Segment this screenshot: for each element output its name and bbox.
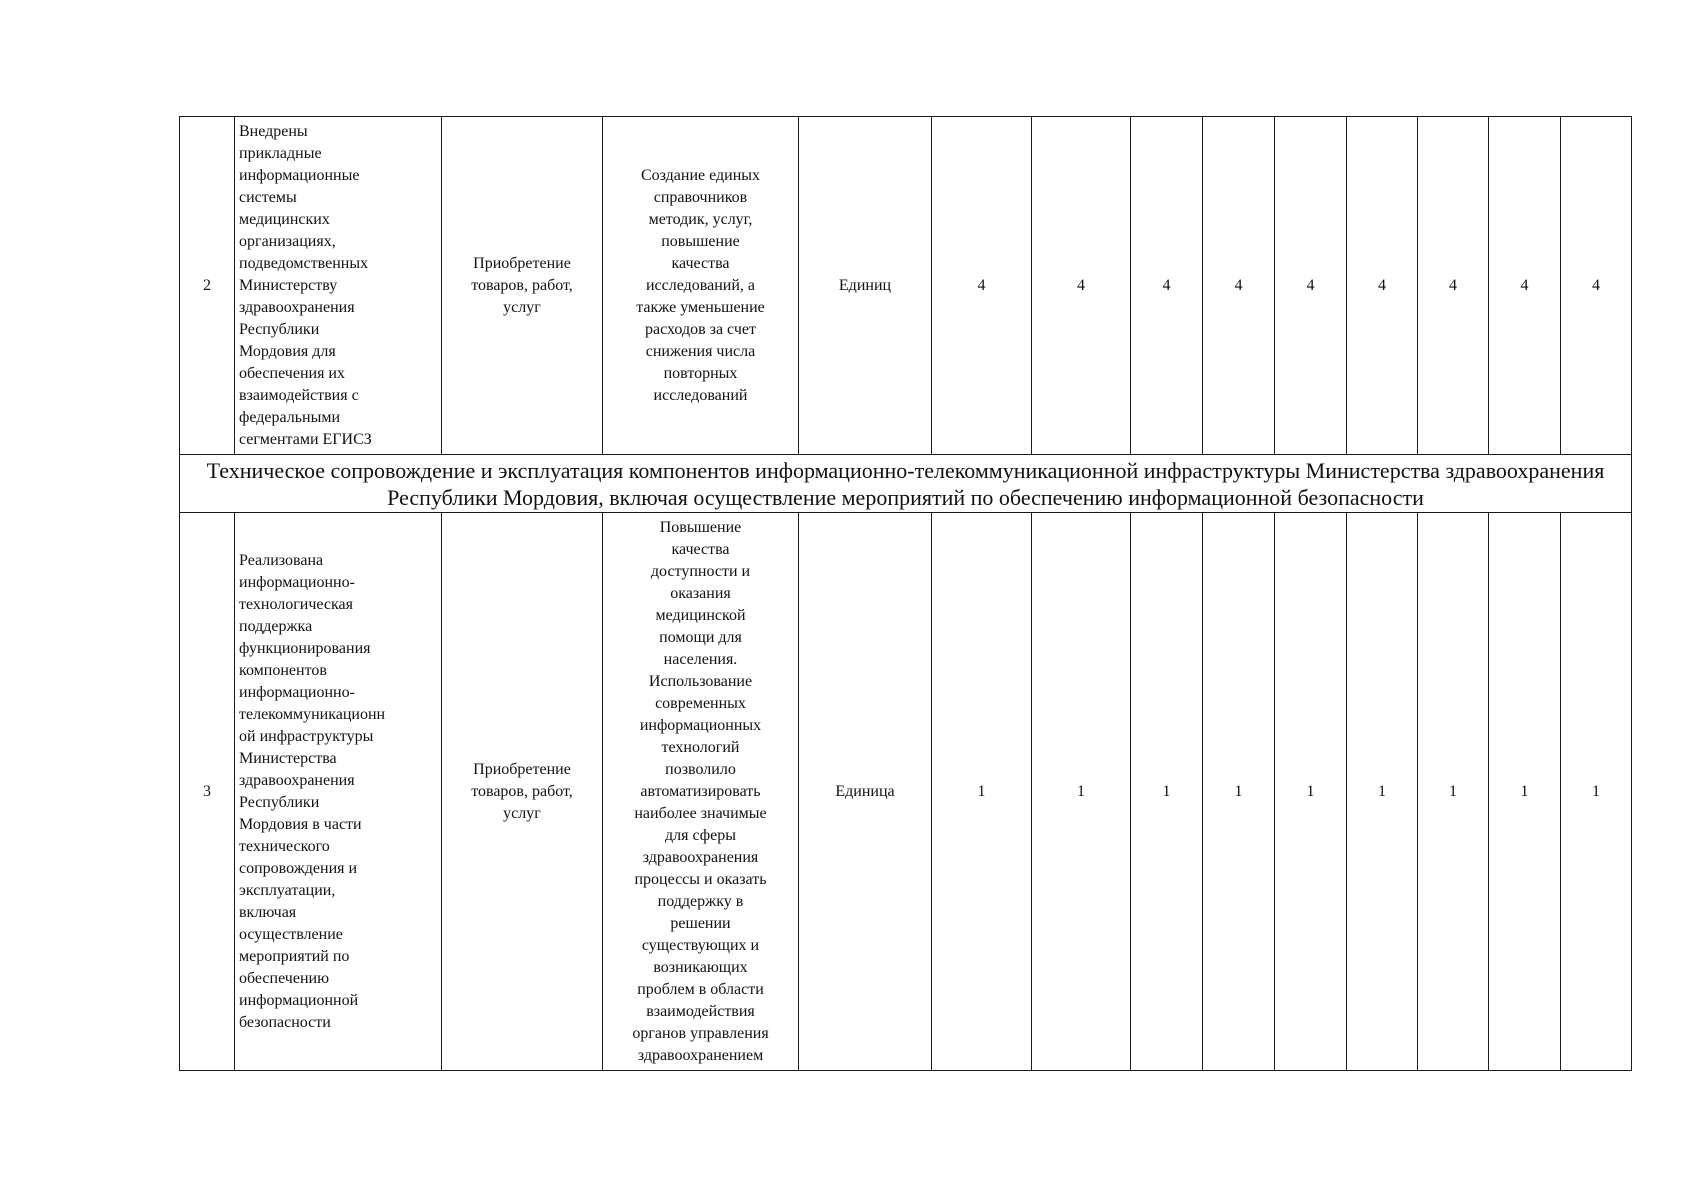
value-cell: 1 (1131, 513, 1203, 1071)
value-cell: 1 (1032, 513, 1131, 1071)
value-cell: 4 (932, 117, 1032, 455)
result-type: Приобретение товаров, работ, услуг (442, 117, 603, 455)
value-cell: 4 (1203, 117, 1275, 455)
value-cell: 4 (1131, 117, 1203, 455)
table-row (180, 117, 1632, 455)
result-effect: Повышение качества доступности и оказания медицинской помощи для населения. Использование современных информационных технологий позволило автоматизировать наиболее значимые для сферы здравоохранения процессы и оказать поддержку в решении существующих и возникающих проблем в области взаимодействия органов управления здравоохранением (603, 513, 799, 1071)
value-cell: 1 (932, 513, 1032, 1071)
result-type: Приобретение товаров, работ, услуг (442, 513, 603, 1071)
value-cell: 1 (1561, 513, 1632, 1071)
value-cell: 1 (1275, 513, 1347, 1071)
value-cell: 4 (1032, 117, 1131, 455)
result-name: Реализована информационно- технологическая поддержка функционирования компонентов информационно- телекоммуникационн ой инфраструктуры Министерства здравоохранения Республики Мордовия в части технического сопровождения и эксплуатации, включая осуществление мероприятий по обеспечению информационной безопасности (235, 513, 442, 1071)
result-effect: Создание единых справочников методик, услуг, повышение качества исследований, а также уменьшение расходов за счет снижения числа повторных исследований (603, 117, 799, 455)
value-cell: 1 (1418, 513, 1489, 1071)
measure-unit: Единица (799, 513, 932, 1071)
section-row (180, 455, 1632, 513)
section-title: Техническое сопровождение и эксплуатация компонентов информационно-телекоммуникационной инфраструктуры Министерства здравоохранения Республики Мордовия, включая осуществление мероприятий по обеспечению информационной безопасности (180, 455, 1632, 513)
value-cell: 4 (1347, 117, 1418, 455)
table-row (180, 513, 1632, 1071)
value-cell: 4 (1489, 117, 1561, 455)
value-cell: 4 (1275, 117, 1347, 455)
row-number: 3 (180, 513, 235, 1071)
value-cell: 1 (1203, 513, 1275, 1071)
value-cell: 1 (1489, 513, 1561, 1071)
value-cell: 4 (1561, 117, 1632, 455)
result-name: Внедрены прикладные информационные системы медицинских организациях, подведомственных Министерству здравоохранения Республики Мордовия для обеспечения их взаимодействия с федеральными сегментами ЕГИСЗ (235, 117, 442, 455)
value-cell: 4 (1418, 117, 1489, 455)
measures-table (179, 116, 1632, 1071)
value-cell: 1 (1347, 513, 1418, 1071)
row-number: 2 (180, 117, 235, 455)
measure-unit: Единиц (799, 117, 932, 455)
